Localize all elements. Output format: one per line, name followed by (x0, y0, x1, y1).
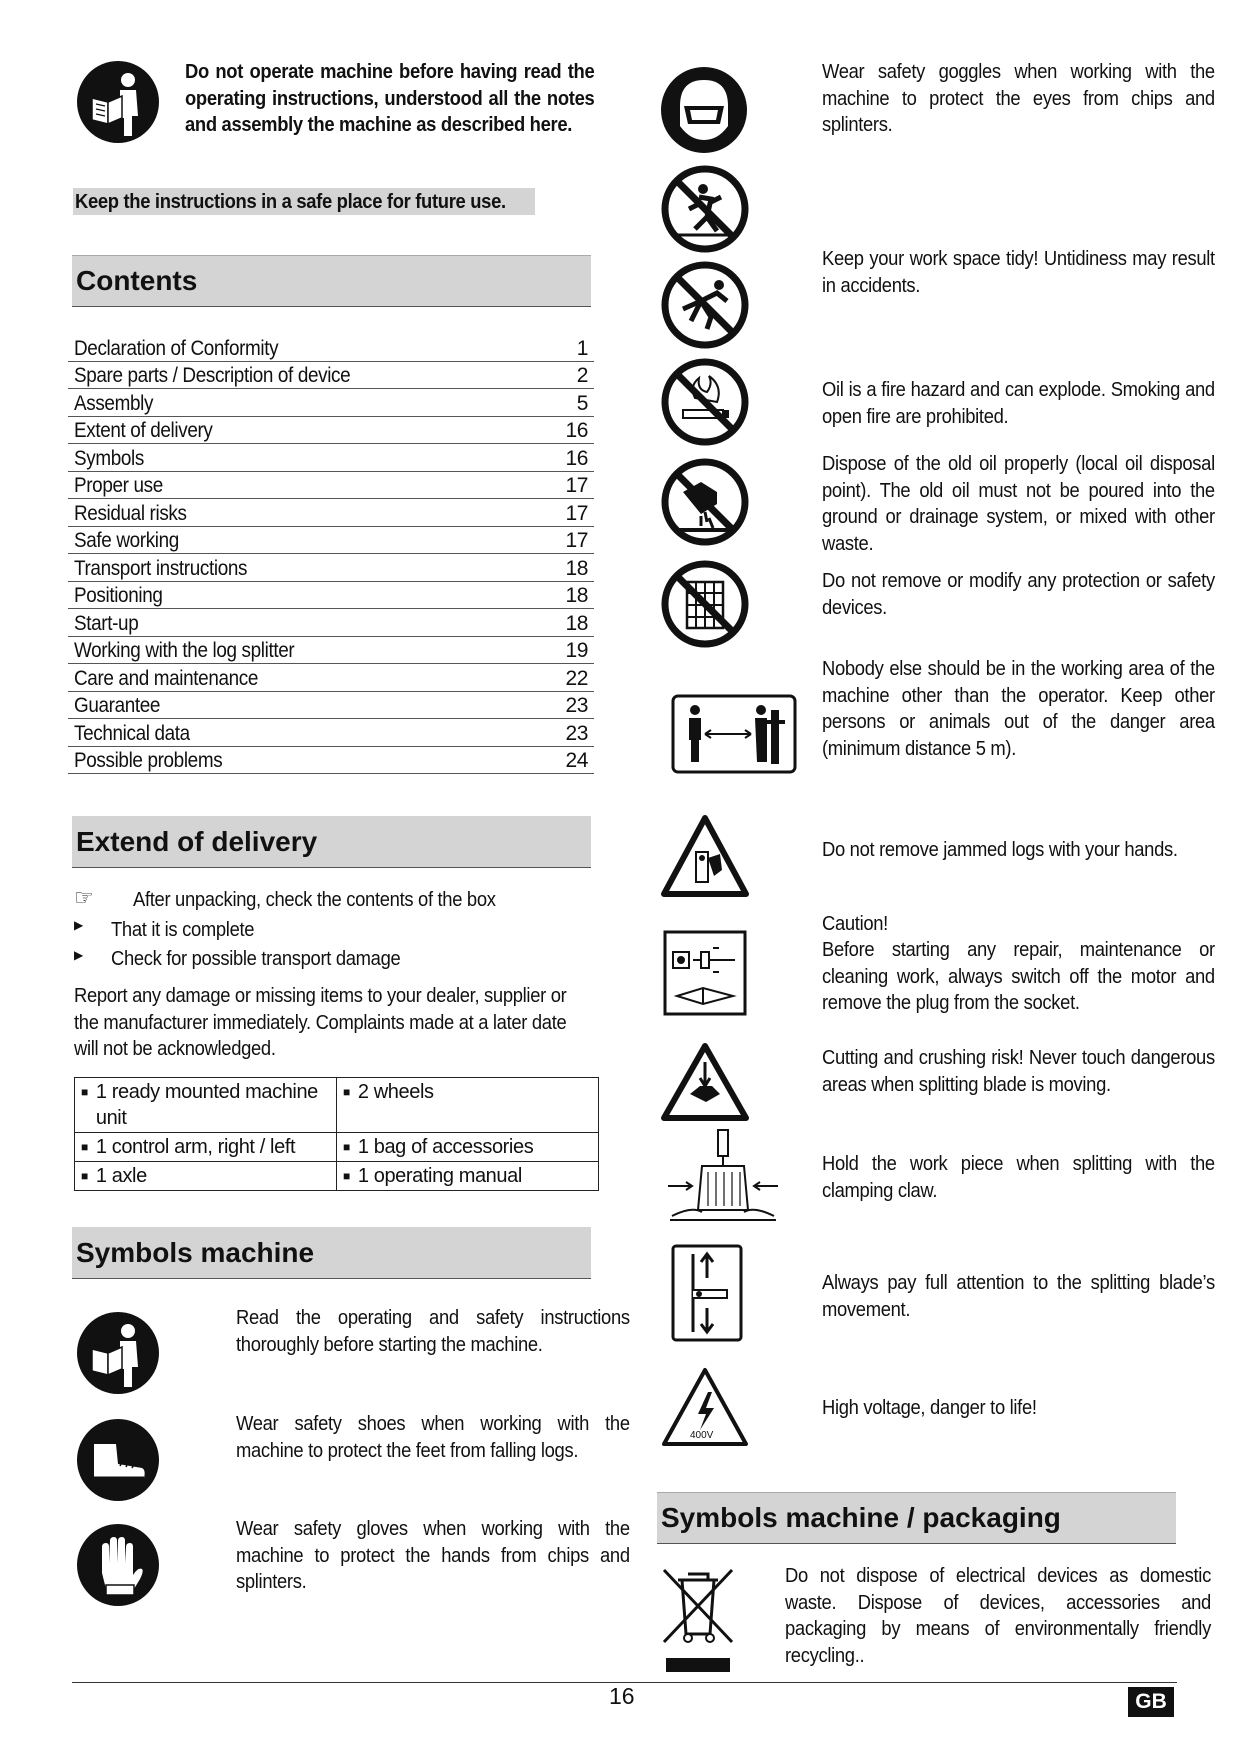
intro-warning: Do not operate machine before having read the operating instructions, understood all the notes and assembly the machine as described here. (185, 61, 595, 136)
toc-label: Safe working (74, 529, 179, 552)
toc-row[interactable] (68, 554, 594, 582)
toc-label: Working with the log splitter (74, 639, 295, 662)
toc-label: Care and maintenance (74, 666, 259, 690)
toc-label: Transport instructions (74, 556, 248, 580)
delivery-title: Extend of delivery (76, 825, 318, 857)
contents-title: Contents (76, 265, 198, 296)
symbols-machine-heading (72, 1227, 591, 1279)
symbols-packaging-heading (657, 1492, 1176, 1544)
toc-page: 18 (565, 584, 588, 607)
delivery-item-cell: ■ 1 ready mounted machine unit (75, 1078, 337, 1133)
symbol-text: Cutting and crushing risk! Never touch dangerous areas when splitting blade is moving. (822, 1047, 1215, 1096)
delivery-report: Report any damage or missing items to your dealer, supplier or the manufacturer immediately. Complaints made at a later date will not be acknowledged. (74, 985, 567, 1060)
delivery-item: 1 control arm, right / left (95, 1136, 296, 1158)
packaging-text: Do not dispose of electrical devices as domestic waste. Dispose of devices, accessories and packaging by means of environmentally friendly recycling.. (785, 1565, 1211, 1667)
delivery-item: 2 wheels (357, 1081, 434, 1103)
symbol-text: Nobody else should be in the working area of the machine other than the operator. Keep other persons or animals out of the danger area (minimum distance 5 m). (822, 658, 1215, 760)
toc-label: Symbols (74, 446, 144, 470)
voltage-label: 400V (690, 1430, 714, 1441)
contents-table (68, 334, 594, 774)
toc-row[interactable] (68, 334, 594, 362)
toc-page: 5 (576, 391, 588, 415)
symbol-text: Hold the work piece when splitting with the clamping claw. (822, 1153, 1215, 1202)
page-number: 16 (609, 1683, 635, 1709)
symbol-text: Wear safety shoes when working with the machine to protect the feet from falling logs. (236, 1413, 630, 1462)
contents-heading (72, 255, 591, 307)
delivery-item-cell: ■ 1 operating manual (337, 1162, 599, 1191)
symbol-text: Read the operating and safety instructions thoroughly before starting the machine. (236, 1307, 630, 1356)
toc-page: 23 (565, 694, 588, 717)
toc-page: 23 (565, 721, 588, 745)
toc-page: 1 (576, 336, 588, 360)
delivery-item-cell: ■ 2 wheels (337, 1078, 599, 1133)
symbol-text: Dispose of the old oil properly (local oil disposal point). The old oil must not be poured into the ground or drainage system, or mixed with other waste. (822, 453, 1215, 555)
safety-shoes-icon (76, 1418, 160, 1502)
safety-goggles-icon (660, 66, 748, 154)
toc-row[interactable] (68, 664, 594, 692)
toc-label: Possible problems (74, 749, 223, 772)
caution-label: Caution! (822, 913, 888, 935)
toc-label: Technical data (74, 721, 190, 745)
toc-page: 17 (565, 501, 588, 525)
safety-gloves-icon (76, 1523, 160, 1607)
table-row (75, 1078, 599, 1133)
delivery-item: 1 ready mounted machine unit (95, 1081, 318, 1129)
keep-note: Keep the instructions in a safe place for future use. (75, 191, 506, 213)
toc-page: 2 (576, 364, 588, 387)
symbol-text: Do not remove jammed logs with your hands. (822, 839, 1178, 861)
toc-page: 17 (565, 529, 588, 552)
delivery-bullet: Check for possible transport damage (111, 948, 401, 970)
symbol-text: Wear safety gloves when working with the machine to protect the hands from chips and splinters. (236, 1518, 630, 1593)
crushing-hazard-icon (660, 1042, 750, 1122)
high-voltage-icon (660, 1366, 750, 1448)
symbol-text: Oil is a fire hazard and can explode. Smoking and open fire are prohibited. (822, 379, 1215, 428)
bullet-arrow-icon: ▶ (74, 918, 84, 932)
weee-bin-icon (660, 1566, 736, 1676)
jammed-log-warning-icon (660, 814, 750, 898)
toc-row[interactable] (68, 692, 594, 720)
toc-row[interactable] (68, 389, 594, 417)
read-manual-icon (76, 1311, 160, 1395)
symbol-text: Wear safety goggles when working with the machine to protect the eyes from chips and splinters. (822, 61, 1215, 136)
toc-page: 17 (565, 474, 588, 497)
toc-page: 18 (565, 611, 588, 635)
toc-row[interactable] (68, 582, 594, 610)
no-remove-guard-icon (661, 560, 749, 648)
language-label: GB (1135, 1690, 1167, 1713)
toc-label: Guarantee (74, 694, 161, 717)
toc-page: 24 (565, 749, 588, 772)
toc-label: Positioning (74, 584, 163, 607)
symbol-text: Do not remove or modify any protection or safety devices. (822, 570, 1215, 619)
delivery-item: 1 bag of accessories (357, 1136, 534, 1158)
toc-label: Residual risks (74, 501, 187, 525)
table-row (75, 1162, 599, 1191)
unplug-maintenance-icon (663, 930, 747, 1016)
toc-row[interactable] (68, 719, 594, 747)
toc-page: 16 (565, 419, 588, 442)
no-tripping-icon (661, 261, 749, 349)
delivery-item: 1 operating manual (357, 1165, 522, 1187)
read-manual-icon (76, 60, 160, 144)
toc-row[interactable] (68, 747, 594, 775)
toc-page: 22 (565, 666, 588, 690)
no-oil-disposal-icon (661, 458, 749, 546)
symbol-text: Keep your work space tidy! Untidiness may result in accidents. (822, 248, 1215, 297)
language-badge (1128, 1687, 1174, 1717)
toc-label: Declaration of Conformity (74, 336, 279, 360)
toc-page: 18 (565, 556, 588, 580)
no-smoking-fire-icon (661, 358, 749, 446)
toc-page: 16 (565, 446, 588, 470)
toc-page: 19 (565, 639, 588, 662)
toc-row[interactable] (68, 637, 594, 665)
delivery-heading (72, 816, 591, 868)
toc-row[interactable] (68, 499, 594, 527)
untidy-workspace-icon (661, 165, 749, 253)
symbol-text: Before starting any repair, maintenance or cleaning work, always switch off the motor and remove the plug from the socket. (822, 939, 1215, 1014)
delivery-item-cell: ■ 1 bag of accessories (337, 1133, 599, 1162)
symbol-text: Always pay full attention to the splitting blade’s movement. (822, 1272, 1215, 1321)
delivery-items-table (74, 1077, 599, 1191)
toc-label: Extent of delivery (74, 419, 213, 442)
table-row (75, 1133, 599, 1162)
delivery-item-cell: ■ 1 axle (75, 1162, 337, 1191)
keep-distance-icon (671, 694, 797, 774)
clamping-claw-icon (662, 1128, 784, 1224)
toc-row[interactable] (68, 444, 594, 472)
delivery-hand-note: After unpacking, check the contents of the box (133, 889, 496, 911)
toc-row[interactable] (68, 527, 594, 555)
toc-row[interactable] (68, 362, 594, 390)
symbols-machine-title: Symbols machine (76, 1236, 315, 1268)
delivery-item: 1 axle (95, 1165, 147, 1187)
delivery-bullet: That it is complete (111, 919, 255, 941)
blade-movement-icon (671, 1244, 743, 1342)
delivery-item-cell: ■ 1 control arm, right / left (75, 1133, 337, 1162)
symbol-text: High voltage, danger to life! (822, 1397, 1037, 1419)
toc-label: Start-up (74, 611, 139, 635)
toc-row[interactable] (68, 417, 594, 445)
bullet-arrow-icon: ▶ (74, 948, 84, 962)
toc-label: Assembly (74, 391, 154, 415)
toc-label: Proper use (74, 474, 163, 497)
toc-row[interactable] (68, 472, 594, 500)
toc-row[interactable] (68, 609, 594, 637)
symbols-packaging-title: Symbols machine / packaging (661, 1502, 1061, 1533)
pointing-hand-icon: ☞ (74, 886, 94, 911)
toc-label: Spare parts / Description of device (74, 364, 351, 387)
